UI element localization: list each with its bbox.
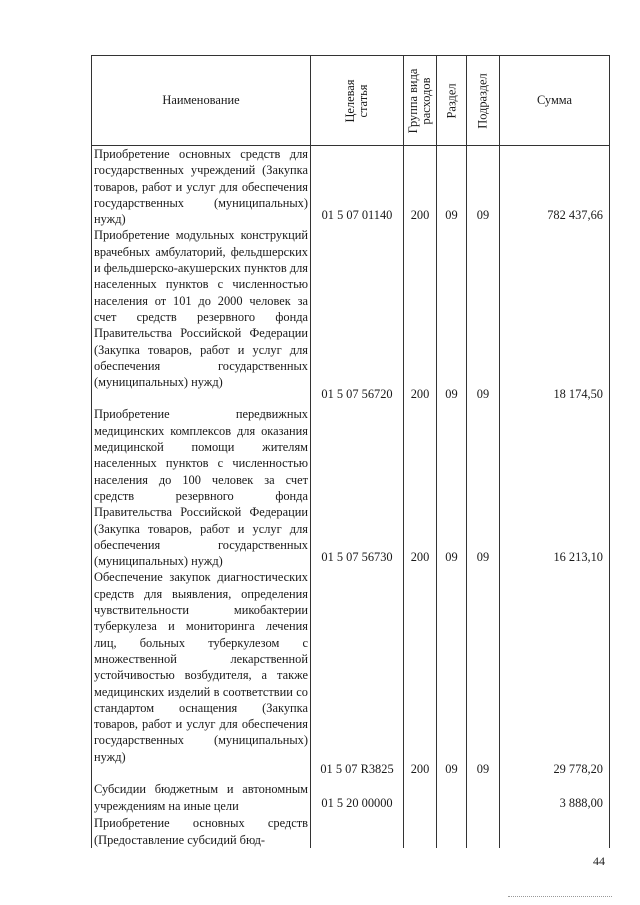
row-subsection [467,781,500,815]
header-subsection: Подраздел [467,56,500,146]
row-sum: 16 213,10 [500,406,610,569]
row-sum [500,815,610,848]
row-group: 200 [404,146,437,228]
row-section: 09 [437,227,467,406]
row-target: 01 5 20 00000 [311,781,404,815]
row-sum: 782 437,66 [500,146,610,228]
header-name: Наименование [92,56,311,146]
page-number: 44 [593,854,605,868]
row-name: Обеспечение закупок диагностических средств для выявления, определения чувствительности микобактерии туберкулеза и мониторинга лечения лиц, больных туберкулезом с множественной лекарственной устойчивостью возбудителя, а также медицинских изделий в соответствии со стандартом оснащения (Закупка товаров, работ и услуг для обеспечения государственных (муниципальных) нужд) [92,569,311,781]
row-sum: 29 778,20 [500,569,610,781]
header-section: Раздел [437,56,467,146]
row-sum: 18 174,50 [500,227,610,406]
row-name: Приобретение модульных конструкций врачебных амбулаторий, фельдшерских и фельдшерско-акушерских пунктов для населенных пунктов с численностью населения от 101 до 2000 человек за счет средств резервного фонда Правительства Российской Федерации (Закупка товаров, работ и услуг для обеспечения государственных (муниципальных) нужд) [92,227,311,406]
table-header-row [92,56,610,146]
table-row [92,146,610,228]
header-target: Целевая статья [311,56,404,146]
row-group: 200 [404,569,437,781]
row-name: Приобретение основных средств (Предоставление субсидий бюд- [92,815,311,848]
row-section: 09 [437,406,467,569]
table-row [92,815,610,848]
row-section: 09 [437,146,467,228]
row-section [437,781,467,815]
header-sum: Сумма [500,56,610,146]
budget-table [91,55,610,848]
row-target: 01 5 07 56730 [311,406,404,569]
row-name: Субсидии бюджетным и автономным учреждениям на иные цели [92,781,311,815]
row-subsection: 09 [467,406,500,569]
table-row [92,569,610,781]
row-target: 01 5 07 56720 [311,227,404,406]
row-target: 01 5 07 01140 [311,146,404,228]
row-subsection: 09 [467,569,500,781]
row-section [437,815,467,848]
row-target [311,815,404,848]
row-subsection: 09 [467,227,500,406]
row-group [404,781,437,815]
row-group [404,815,437,848]
table-row [92,781,610,815]
table-row [92,406,610,569]
footer-divider [508,896,612,897]
table-row [92,227,610,406]
row-group: 200 [404,406,437,569]
row-group: 200 [404,227,437,406]
row-subsection [467,815,500,848]
header-group: Группа вида расходов [404,56,437,146]
row-sum: 3 888,00 [500,781,610,815]
row-name: Приобретение передвижных медицинских комплексов для оказания медицинской помощи жителям населенных пунктов с численностью населения до 100 человек за счет средств резервного фонда Правительства Российской Федерации (Закупка товаров, работ и услуг для обеспечения государственных (муниципальных) нужд) [92,406,311,569]
row-section: 09 [437,569,467,781]
row-name: Приобретение основных средств для государственных учреждений (Закупка товаров, работ и услуг для обеспечения государственных (муниципальных) нужд) [92,146,311,228]
row-target: 01 5 07 R3825 [311,569,404,781]
row-subsection: 09 [467,146,500,228]
